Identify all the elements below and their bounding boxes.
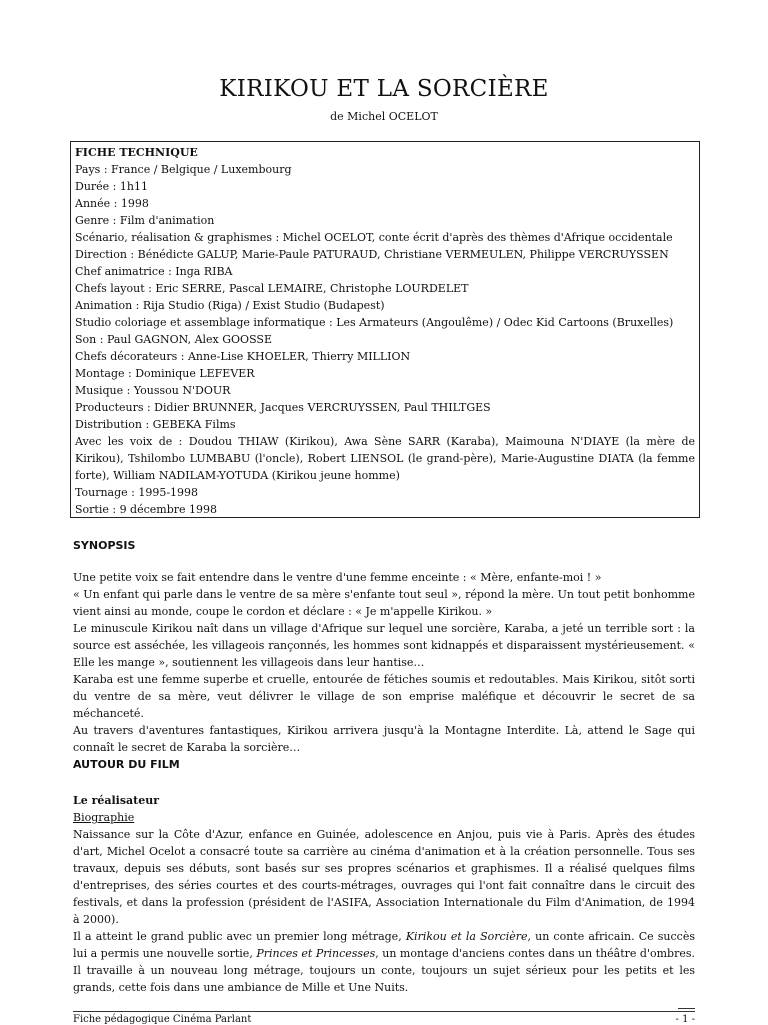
fiche-line: Scénario, réalisation & graphismes : Michel OCELOT, conte écrit d'après des thèmes d'Afrique occidentale: [75, 231, 673, 244]
page-title: KIRIKOU ET LA SORCIÈRE: [219, 76, 549, 102]
fiche-line: Studio coloriage et assemblage informatique : Les Armateurs (Angoulême) / Odec Kid Cartoons (Bruxelles): [75, 316, 674, 329]
fiche-line: Chef animatrice : Inga RIBA: [75, 265, 233, 278]
synopsis-paragraph: « Un enfant qui parle dans le ventre de sa mère s'enfante tout seul », répond la mère. Un tout petit bonhomme vient ainsi au monde, coupe le cordon et déclare : « Je m'appelle Kirikou. »: [73, 588, 695, 618]
fiche-sortie: Sortie : 9 décembre 1998: [75, 503, 218, 516]
fiche-line: Montage : Dominique LEFEVER: [75, 367, 255, 380]
fiche-voices: Avec les voix de : Doudou THIAW (Kirikou), Awa Sène SARR (Karaba), Maimouna N'DIAYE (la mère de Kirikou), Tshilombo LUMBABU (l'oncle), Robert LIENSOL (le grand-père), Marie-Augustine DIATA (la femme forte), William NADILAM-YOTUDA (Kirikou jeune homme): [75, 435, 695, 482]
page-subtitle: de Michel OCELOT: [330, 110, 438, 123]
synopsis-heading: SYNOPSIS: [73, 539, 136, 552]
bio-text: , un conte africain. Ce succès lui a permis une nouvelle sortie,: [73, 930, 695, 960]
bio-paragraph: Naissance sur la Côte d'Azur, enfance en Guinée, adolescence en Anjou, puis vie à Paris. Après des études d'art, Michel Ocelot a consacré toute sa carrière au cinéma d'animation et à la création personnelle. Tous ses travaux, depuis ses débuts, sont basés sur ses propres scénarios et graphismes. Il a réalisé quelques films d'entreprises, des séries courtes et des courts-métrages, ouvrages qui l'ont fait connaître dans le circuit des festivals, et dans la profession (président de l'ASIFA, Association Internationale du Film d'Animation, de 1994 à 2000).: [73, 828, 695, 926]
synopsis-paragraph: Une petite voix se fait entendre dans le ventre d'une femme enceinte : « Mère, enfante-moi ! »: [73, 571, 602, 584]
fiche-line: Genre : Film d'animation: [75, 214, 215, 227]
fiche-line: Chefs layout : Eric SERRE, Pascal LEMAIRE, Christophe LOURDELET: [75, 282, 469, 295]
synopsis-text: [73, 569, 695, 756]
fiche-line: Producteurs : Didier BRUNNER, Jacques VERCRUYSSEN, Paul THILTGES: [75, 401, 491, 414]
synopsis-paragraph: Le minuscule Kirikou naît dans un village d'Afrique sur lequel une sorcière, Karaba, a jeté un terrible sort : la source est asséchée, les villageois rançonnés, les hommes sont kidnappés et disparaissent mystérieusement. « Elle les mange », soutiennent les villageois dans leur hantise…: [73, 622, 695, 669]
fiche-heading: FICHE TECHNIQUE: [75, 146, 198, 159]
fiche-line: Durée : 1h11: [75, 180, 148, 193]
synopsis-paragraph: Karaba est une femme superbe et cruelle, entourée de fétiches soumis et redoutables. Mais Kirikou, sitôt sorti du ventre de sa mère, veut délivrer le village de son emprise maléfique et découvrir le secret de sa méchanceté.: [73, 673, 695, 720]
fiche-line: Pays : France / Belgique / Luxembourg: [75, 163, 292, 176]
film-title-princes: Princes et Princesses: [256, 947, 376, 960]
footer-label: Fiche pédagogique Cinéma Parlant: [73, 1014, 252, 1025]
fiche-tournage: Tournage : 1995-1998: [75, 486, 199, 499]
bio-text: , un montage d'anciens contes dans un théâtre d'ombres. Il travaille à un nouveau long métrage, toujours un conte, toujours un sujet sérieux pour les petits et les grands, cette fois dans une ambiance de Mille et Une Nuits.: [73, 947, 695, 994]
footer-tick: [678, 1008, 695, 1009]
synopsis-paragraph: Au travers d'aventures fantastiques, Kirikou arrivera jusqu'à la Montagne Interdite. Là, attend le Sage qui connaît le secret de Karaba la sorcière…: [73, 724, 695, 754]
autour-heading: AUTOUR DU FILM: [73, 758, 180, 771]
bio-text: Il a atteint le grand public avec un premier long métrage,: [73, 930, 406, 943]
fiche-line: Direction : Bénédicte GALUP, Marie-Paule PATURAUD, Christiane VERMEULEN, Philippe VERCRUYSSEN: [75, 248, 669, 261]
fiche-technique-box: [70, 141, 700, 518]
footer-divider: [73, 1011, 695, 1012]
realisateur-heading: Le réalisateur: [73, 794, 160, 807]
fiche-line: Musique : Youssou N'DOUR: [75, 384, 231, 397]
fiche-line: Son : Paul GAGNON, Alex GOOSSE: [75, 333, 272, 346]
fiche-line: Chefs décorateurs : Anne-Lise KHOELER, Thierry MILLION: [75, 350, 411, 363]
fiche-line: Distribution : GEBEKA Films: [75, 418, 236, 431]
bio-paragraph-2: [73, 928, 695, 996]
biographie-heading: Biographie: [73, 811, 135, 824]
realisateur-section: [73, 792, 695, 996]
film-title-kirikou: Kirikou et la Sorcière: [405, 930, 528, 943]
page-number: - 1 -: [675, 1014, 695, 1025]
fiche-line: Année : 1998: [75, 197, 149, 210]
fiche-line: Animation : Rija Studio (Riga) / Exist Studio (Budapest): [75, 299, 385, 312]
